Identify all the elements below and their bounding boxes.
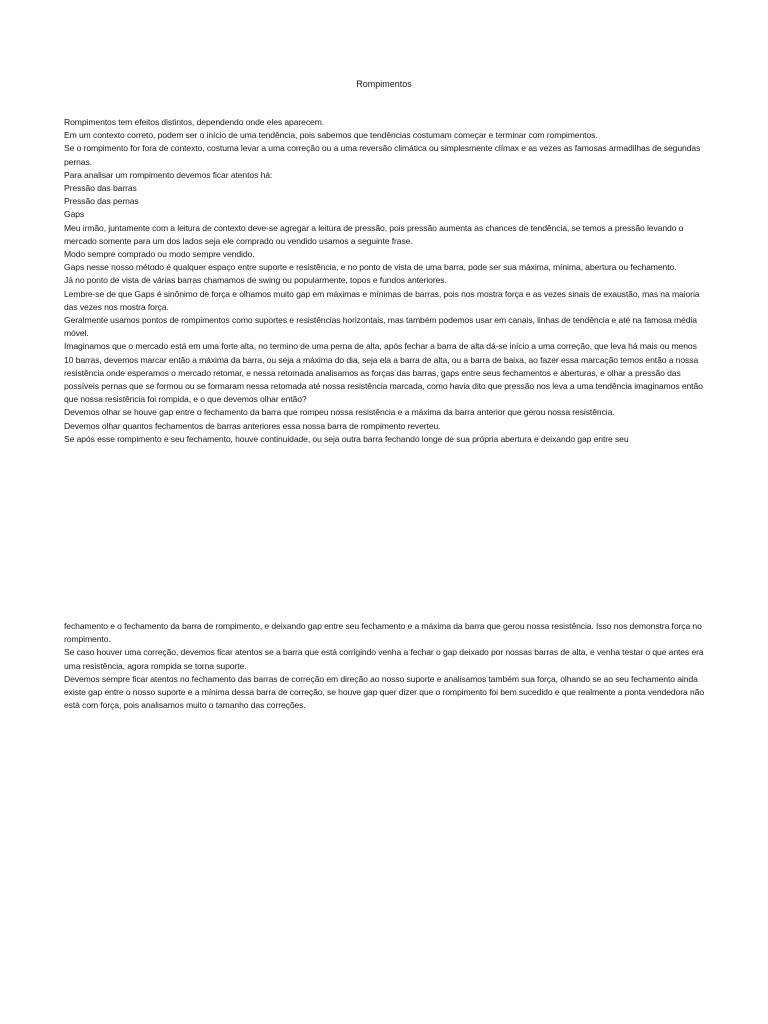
paragraph: Se o rompimento for fora de contexto, costuma levar a uma correção ou a uma reversão climática ou simplesmente clímax e as vezes as famosas armadilhas de segundas pernas. xyxy=(64,143,701,167)
paragraph: Meu irmão, juntamente com a leitura de contexto deve-se agregar a leitura de pressão, pois pressão aumenta as chances de tendência, se temos a pressão levando o mercado somente para um dos lados seja ele comprado ou vendido usamos a seguinte frase. xyxy=(64,222,684,246)
list-item: Pressão das barras xyxy=(64,183,137,194)
document-title: Rompimentos xyxy=(356,79,412,89)
paragraph: Em um contexto correto, podem ser o início de uma tendência, pois sabemos que tendências costumam começar e terminar com rompimentos. xyxy=(64,130,598,141)
text-section-2 xyxy=(64,620,704,712)
paragraph: fechamento e o fechamento da barra de rompimento, e deixando gap entre seu fechamento e a máxima da barra que gerou nossa resistência. Isso nos demonstra força no rompimento. xyxy=(64,621,702,645)
paragraph: Se após esse rompimento e seu fechamento, houve continuidade, ou seja outra barra fechando longe de sua própria abertura e deixando gap entre seu xyxy=(64,433,629,444)
paragraph: Para analisar um rompimento devemos ficar atentos há: xyxy=(64,169,273,180)
paragraph: Devemos olhar quantos fechamentos de barras anteriores essa nossa barra de rompimento reverteu. xyxy=(64,420,441,431)
paragraph: Devemos olhar se houve gap entre o fechamento da barra que rompeu nossa resistência e a máxima da barra anterior que gerou nossa resistência. xyxy=(64,407,615,418)
paragraph: Gaps nesse nosso método é qualquer espaço entre suporte e resistência, e no ponto de vista de uma barra, pode ser sua máxima, mínima, abertura ou fechamento. xyxy=(64,262,677,273)
paragraph: Imaginamos que o mercado está em uma forte alta, no termino de uma perna de alta, após fechar a barra de alta dá-se início a uma correção, que leva há mais ou menos 10 barras, devemos marcar então a máxima da barra, ou seja a máxima do dia, seja ela a barra de alta, ou a barra de baixa, ao fazer essa marcação temos então a nossa resistência onde esperamos o mercado retomar, e nessa retomada analisamos as forças das barras, gaps entre seus fechamentos e aberturas, e olhar a pressão das possíveis pernas que se formou ou se formaram nessa retomada até nossa resistência marcada, como havia dito que pressão nos leva a uma tendência imaginamos então que nossa resistência foi rompida, e o que devemos olhar então? xyxy=(64,341,703,405)
list-item: Gaps xyxy=(64,209,85,220)
paragraph: Lembre-se de que Gaps é sinônimo de força e olhamos muito gap em máximas e mínimas de barras, pois nos mostra força e as vezes sinais de exaustão, mas na maioria das vezes nos mostra força. xyxy=(64,288,700,312)
list-item: Pressão das pernas xyxy=(64,196,139,207)
paragraph: Geralmente usamos pontos de rompimentos como suportes e resistências horizontais, mas também podemos usar em canais, linhas de tendência e até na famosa média móvel. xyxy=(64,315,697,339)
text-section-1 xyxy=(64,116,704,446)
paragraph: Se caso houver uma correção, devemos ficar atentos se a barra que está corrigindo venha a fechar o gap deixado por nossas barras de alta, e venha testar o que antes era uma resistência, agora rompida se torna suporte. xyxy=(64,647,704,671)
paragraph: Modo sempre comprado ou modo sempre vendido. xyxy=(64,249,255,260)
paragraph: Rompimentos tem efeitos distintos, dependendo onde eles aparecem. xyxy=(64,117,325,127)
paragraph: Devemos sempre ficar atentos no fechamento das barras de correção em direção ao nosso suporte e analisamos também sua força, olhando se ao seu fechamento ainda existe gap entre o nosso suporte e a mínima dessa barra de correção, se houve gap quer dizer que o rompimento foi bem sucedido e que realmente a ponta vendedora não está com força, pois analisamos muito o tamanho das correções. xyxy=(64,673,704,711)
paragraph: Já no ponto de vista de várias barras chamamos de swing ou popularmente, topos e fundos anteriores. xyxy=(64,275,447,286)
